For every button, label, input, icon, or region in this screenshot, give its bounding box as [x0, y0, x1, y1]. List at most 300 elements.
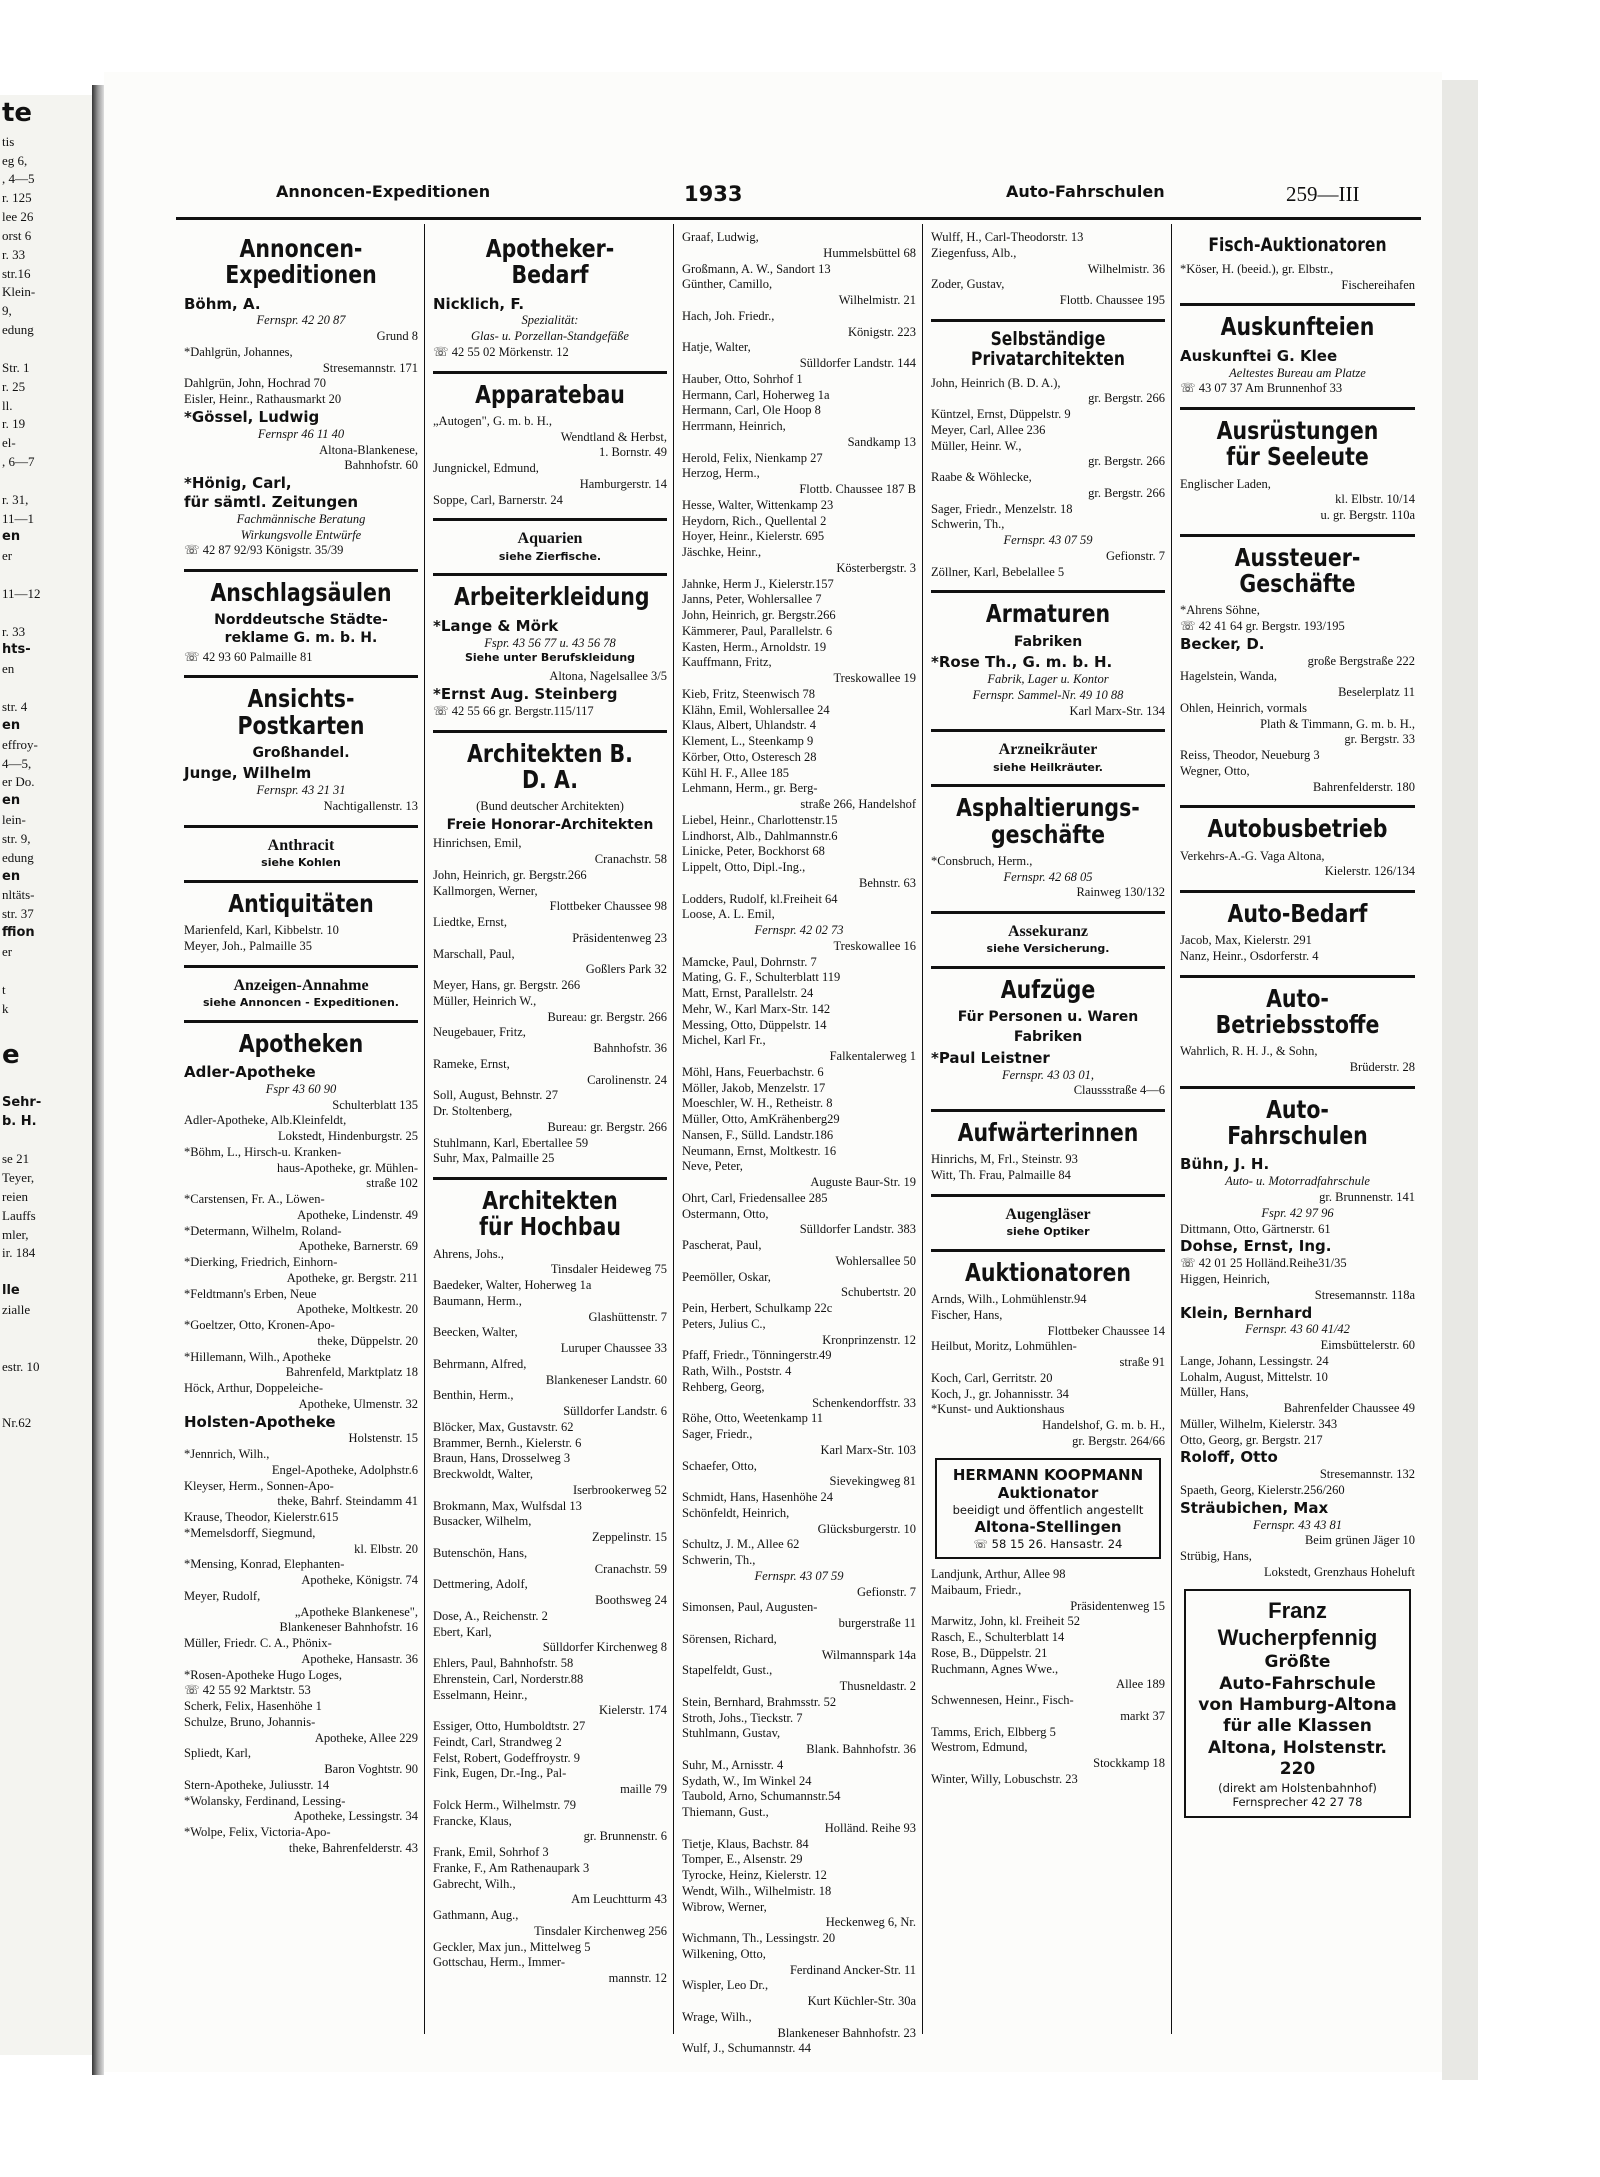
listing-note: Fspr 43 60 90	[265, 1081, 337, 1096]
listing-entry: Strübig, Hans,	[1180, 1549, 1252, 1564]
left-page-fragment: r. 25	[2, 378, 26, 394]
listing-address: mannstr. 12	[608, 1971, 667, 1986]
listing-entry: Peters, Julius C.,	[682, 1316, 766, 1331]
left-page-fragment	[0, 1131, 92, 1150]
listing-address: Bahrenfelderstr. 180	[1312, 779, 1415, 794]
left-page-fragment	[0, 1018, 92, 1037]
listing-address: Bureau: gr. Bergstr. 266	[547, 1119, 667, 1134]
listing-address: Carolinenstr. 24	[587, 1072, 667, 1087]
listing-entry: Messing, Otto, Düppelstr. 14	[682, 1017, 827, 1032]
listing-address: Gefionstr. 7	[1105, 548, 1165, 563]
left-page-fragment: zialle	[2, 1302, 31, 1317]
listing-address: Falkentalerweg 1	[829, 1049, 916, 1063]
category-heading: Asphaltierungs- geschäfte	[956, 793, 1140, 849]
category-heading: Arbeiterkleidung	[454, 582, 650, 612]
listing-name-bold: Nicklich, F.	[433, 294, 525, 313]
listing-entry: *Carstensen, Fr. A., Löwen-	[184, 1192, 325, 1206]
section-divider	[1180, 975, 1415, 978]
listing-address: Handelshof, G. m. b. H.,	[1042, 1418, 1165, 1433]
cross-reference-note: siehe Optiker	[1006, 1224, 1090, 1238]
left-page-fragment: t	[2, 981, 6, 997]
listing-address: Sülldorfer Landstr. 144	[799, 356, 916, 370]
listing-entry: Körber, Otto, Osteresch 28	[682, 749, 817, 764]
listing-entry: ☏ 42 93 60 Palmaille 81	[184, 649, 313, 664]
category-subheading: Norddeutsche Städte- reklame G. m. b. H.	[214, 612, 388, 646]
section-divider	[184, 880, 418, 883]
left-page-fragment: r. 19	[2, 416, 26, 432]
listing-entry: Müller, Wilhelm, Kielerstr. 343	[1180, 1416, 1338, 1431]
listing-entry: Nansen, F., Sülld. Landstr.186	[682, 1127, 834, 1142]
listing-entry: Landjunk, Arthur, Allee 98	[931, 1567, 1066, 1582]
listing-entry: Feindt, Carl, Strandweg 2	[433, 1734, 562, 1749]
listing-entry: Stuhlmann, Gustav,	[682, 1726, 781, 1741]
section-divider	[433, 371, 667, 374]
listing-address: Nachtigallenstr. 13	[323, 799, 418, 814]
listing-address: Brüderstr. 28	[1349, 1060, 1415, 1075]
left-page-fragment: se 21	[2, 1151, 30, 1167]
listing-address: Stresemannstr. 132	[1319, 1467, 1415, 1482]
section-divider	[931, 784, 1165, 787]
cross-reference-heading: Assekuranz	[1007, 923, 1088, 941]
listing-address: Rainweg 130/132	[1076, 885, 1165, 900]
listing-entry: Kämmerer, Paul, Parallelstr. 6	[682, 623, 833, 638]
left-page-fragment: Teyer,	[2, 1170, 35, 1186]
listing-entry: Stroth, Johs., Tieckstr. 7	[682, 1710, 803, 1725]
listing-entry: Meyer, Hans, gr. Bergstr. 266	[433, 978, 581, 993]
left-page-fragment: str.16	[2, 265, 31, 281]
left-page-fragment: r. 125	[2, 190, 32, 206]
listing-entry: Spaeth, Georg, Kielerstr.256/260	[1180, 1483, 1345, 1498]
directory-page	[104, 72, 1442, 2072]
listing-entry: Liedtke, Ernst,	[433, 915, 507, 930]
listing-address: Flottbeker Chaussee 98	[549, 899, 667, 914]
listing-entry: Höck, Arthur, Doppeleiche-	[184, 1381, 324, 1395]
listing-entry: Adler-Apotheke, Alb.Kleinfeldt,	[184, 1113, 347, 1128]
listing-entry: Englischer Laden,	[1180, 476, 1271, 491]
listing-entry: *Feldtmann's Erben, Neue	[184, 1286, 317, 1301]
listing-entry: Linicke, Peter, Bockhorst 68	[682, 844, 825, 859]
ad-phone: Fernsprecher 42 27 78	[1232, 1795, 1363, 1810]
listing-address: Apotheke, gr. Bergstr. 211	[286, 1270, 418, 1285]
ad-line: beeidigt und öffentlich angestellt	[952, 1503, 1144, 1518]
section-divider	[1180, 890, 1415, 893]
listing-entry: Lohalm, August, Mittelstr. 10	[1180, 1369, 1328, 1384]
listing-address: Bureau: gr. Bergstr. 266	[547, 1009, 667, 1024]
category-heading: Apotheker-Bedarf	[485, 234, 615, 290]
listing-entry: Behrmann, Alfred,	[433, 1356, 527, 1371]
listing-entry: Essiger, Otto, Humboldtstr. 27	[433, 1719, 586, 1734]
listing-address: gr. Bergstr. 33	[1344, 732, 1415, 747]
left-page-fragment: str. 37	[2, 906, 34, 922]
left-page-fragment: en	[2, 868, 21, 884]
listing-entry: Kasten, Herm., Arnoldstr. 19	[682, 639, 827, 654]
listing-note: Fernspr. Sammel-Nr. 49 10 88	[972, 687, 1124, 702]
listing-address: Holländ. Reihe 93	[824, 1820, 916, 1835]
section-divider	[931, 590, 1165, 593]
advertisement-wucherpfennig	[1184, 1589, 1411, 1818]
listing-entry: Baedeker, Walter, Hoherweg 1a	[433, 1278, 592, 1293]
listing-entry: Möhl, Hans, Feuerbachstr. 6	[682, 1064, 824, 1079]
listing-entry: Kleyser, Herm., Sonnen-Apo-	[184, 1478, 334, 1493]
listing-note: Fernspr. 43 07 59	[1003, 533, 1093, 548]
listing-address: Präsidentenweg 15	[1070, 1598, 1165, 1613]
listing-name-bold: für sämtl. Zeitungen	[184, 492, 359, 511]
listing-address: Eimsbüttelerstr. 60	[1320, 1338, 1415, 1353]
listing-entry: Graaf, Ludwig,	[682, 230, 759, 244]
listing-entry: Schwerin, Th.,	[931, 517, 1005, 532]
listing-address: Lokstedt, Hindenburgstr. 25	[277, 1129, 418, 1143]
listing-address: gr. Bergstr. 266	[1088, 391, 1165, 406]
left-page-fragment: en	[2, 529, 21, 545]
listing-entry: Otto, Georg, gr. Bergstr. 217	[1180, 1432, 1323, 1447]
left-page-fragment	[0, 604, 92, 623]
listing-address: Blankeneser Landstr. 60	[545, 1372, 667, 1387]
listing-entry: Rath, Wilh., Poststr. 4	[682, 1364, 792, 1378]
listing-entry: Müller, Hans,	[1180, 1385, 1249, 1400]
listing-address: Wilmannspark 14a	[821, 1647, 916, 1662]
listing-entry: Peemöller, Oskar,	[682, 1269, 771, 1284]
listing-entry: Hoyer, Heinr., Kielerstr. 695	[682, 529, 825, 544]
left-page-fragment: ll.	[2, 397, 13, 413]
listing-entry: ☏ 42 55 66 gr. Bergstr.115/117	[433, 703, 594, 718]
listing-entry: Kühl H. F., Allee 185	[682, 765, 789, 780]
listing-entry: *Wolpe, Felix, Victoria-Apo-	[184, 1825, 331, 1840]
listing-entry: Sydath, W., Im Winkel 24	[682, 1773, 812, 1788]
listing-entry: Neugebauer, Fritz,	[433, 1025, 526, 1040]
listing-address: Apotheke, Hansastr. 36	[301, 1651, 418, 1666]
listing-entry: Herzog, Herm.,	[682, 466, 760, 481]
category-heading: Antiquitäten	[228, 888, 374, 918]
category-subheading: Freie Honorar-Architekten	[446, 816, 654, 833]
listing-address: Bahrenfelder Chaussee 49	[1283, 1401, 1415, 1416]
listing-address: Allee 189	[1116, 1677, 1165, 1692]
listing-entry: Tamms, Erich, Elbberg 5	[931, 1724, 1056, 1739]
left-page-fragment: r. 33	[2, 623, 26, 639]
left-page-fragment: ir. 184	[2, 1245, 36, 1261]
listing-address: Altona-Blankenese,	[319, 442, 418, 457]
listing-name-bold: Junge, Wilhelm	[184, 764, 312, 783]
listing-entry: Hinrichs, M, Frl., Steinstr. 93	[931, 1152, 1078, 1167]
category-subheading: Fabriken	[1013, 633, 1083, 650]
listing-address: Boothsweg 24	[595, 1593, 667, 1608]
listing-address: Sievekingweg 81	[829, 1474, 916, 1489]
section-divider	[1180, 534, 1415, 537]
section-divider	[931, 911, 1165, 914]
listing-entry: Francke, Klaus,	[433, 1813, 512, 1828]
listing-entry: *Ahrens Söhne,	[1180, 603, 1260, 618]
cross-reference-heading: Anzeigen-Annahme	[233, 976, 369, 994]
listing-entry: *Kunst- und Auktionshaus	[931, 1402, 1065, 1417]
listing-note: Glas- u. Porzellan-Standgefäße	[471, 329, 629, 344]
listing-address: Behnstr. 63	[859, 875, 916, 890]
listing-entry: Rameke, Ernst,	[433, 1056, 510, 1071]
listing-entry: ☏ 42 87 92/93 Königstr. 35/39	[184, 543, 344, 558]
listing-address: Blank. Bahnhofstr. 36	[806, 1742, 916, 1756]
listing-name-bold: *Hönig, Carl,	[184, 474, 292, 493]
listing-entry: Marschall, Paul,	[433, 946, 515, 961]
listing-entry: Lindhorst, Alb., Dahlmannstr.6	[682, 828, 838, 843]
cross-reference-heading: Anthracit	[267, 836, 335, 854]
listing-note: Fspr. 42 97 96	[1261, 1205, 1334, 1220]
listing-entry: Benthin, Herm.,	[433, 1388, 514, 1403]
listing-address: Luruper Chaussee 33	[560, 1341, 667, 1356]
cross-reference-heading: Aquarien	[517, 530, 583, 548]
listing-entry: Wulf, J., Schumannstr. 44	[682, 2041, 812, 2056]
listing-address: Karl Marx-Str. 103	[820, 1442, 916, 1457]
listing-entry: *Rosen-Apotheke Hugo Loges,	[184, 1667, 342, 1682]
listing-note: Auto- u. Motorradfahrschule	[1225, 1174, 1370, 1189]
listing-note: Fernspr. 42 02 73	[754, 923, 844, 937]
left-page-fragment	[0, 472, 92, 491]
listing-entry: Ostermann, Otto,	[682, 1206, 769, 1221]
listing-entry: Jungnickel, Edmund,	[433, 461, 539, 476]
listing-name-bold: *Lange & Mörk	[433, 616, 559, 635]
listing-entry: Hach, Joh. Friedr.,	[682, 308, 775, 323]
listing-address: theke, Bahrf. Steindamm 41	[277, 1494, 418, 1509]
cross-reference-heading: Arzneikräuter	[998, 741, 1098, 759]
listing-entry: Brammer, Bernh., Kielerstr. 6	[433, 1435, 582, 1450]
listing-entry: Ohrt, Carl, Friedensallee 285	[682, 1190, 828, 1205]
left-page-fragment: reien	[2, 1188, 28, 1204]
ad-line: Größte	[1264, 1652, 1331, 1673]
listing-note: Fernspr. 43 21 31	[256, 783, 346, 798]
listing-entry: Lippelt, Otto, Dipl.-Ing.,	[682, 860, 806, 874]
listing-entry: Fink, Eugen, Dr.-Ing., Pal-	[433, 1766, 567, 1781]
section-divider	[931, 729, 1165, 732]
section-divider	[433, 730, 667, 733]
listing-entry: Meyer, Carl, Allee 236	[931, 422, 1046, 437]
section-divider	[931, 966, 1165, 969]
listing-entry: Hatje, Walter,	[682, 340, 751, 355]
listing-entry: Meyer, Joh., Palmaille 35	[184, 938, 312, 953]
category-subheading: Großhandel.	[252, 744, 350, 761]
category-heading: Auskunfteien	[1220, 312, 1375, 342]
listing-address: Sandkamp 13	[847, 434, 916, 449]
listing-address: gr. Bergstr. 266	[1088, 485, 1165, 500]
left-page-fragment	[0, 1075, 92, 1094]
listing-address: Auguste Baur-Str. 19	[810, 1175, 916, 1189]
listing-name-bold: *Gössel, Ludwig	[184, 407, 320, 426]
listing-entry: Müller, Heinr. W.,	[931, 438, 1022, 453]
listing-address: Wilhelmistr. 21	[838, 293, 916, 307]
listing-address: gr. Bergstr. 264/66	[1072, 1433, 1165, 1448]
listing-entry: Heydorn, Rich., Quellental 2	[682, 513, 827, 528]
listing-address: Kielerstr. 174	[598, 1703, 667, 1718]
listing-note: Fachmännische Beratung	[236, 511, 366, 526]
category-heading: Selbständige Privatarchitekten	[971, 327, 1125, 370]
listing-address: u. gr. Bergstr. 110a	[1320, 508, 1415, 523]
listing-entry: Stein, Bernhard, Brahmsstr. 52	[682, 1694, 837, 1709]
left-page-fragment: te	[2, 98, 33, 128]
listing-address: Karl Marx-Str. 134	[1069, 703, 1165, 718]
section-divider	[184, 1020, 418, 1023]
listing-address: Zeppelinstr. 15	[592, 1530, 667, 1545]
listing-address: Engel-Apotheke, Adolphstr.6	[271, 1462, 418, 1477]
listing-entry: Ebert, Karl,	[433, 1624, 492, 1639]
listing-entry: Pfaff, Friedr., Tönningerstr.49	[682, 1348, 832, 1363]
listing-entry: Butenschön, Hans,	[433, 1545, 528, 1560]
listing-name-bold: Holsten-Apotheke	[184, 1412, 336, 1431]
category-heading: Auto-Fahrschulen	[1227, 1094, 1368, 1151]
listing-address: Apotheke, Lessingstr. 34	[293, 1809, 418, 1824]
listing-entry: Winter, Willy, Lobuschstr. 23	[931, 1771, 1078, 1786]
left-page-fragment: en	[2, 793, 21, 809]
listing-entry: Hermann, Carl, Ole Hoop 8	[682, 403, 821, 418]
listing-entry: Soppe, Carl, Barnerstr. 24	[433, 492, 563, 507]
listing-entry: ☏ 43 07 37 Am Brunnenhof 33	[1180, 381, 1343, 396]
left-page-fragment	[0, 566, 92, 585]
listing-address: theke, Bahrenfelderstr. 43	[288, 1840, 418, 1855]
listing-entry: *Dierking, Friedrich, Einhorn-	[184, 1255, 338, 1269]
section-divider	[184, 825, 418, 828]
listing-entry: Schwerin, Th.,	[682, 1553, 756, 1567]
listing-address: Stresemannstr. 118a	[1314, 1287, 1415, 1302]
listing-entry: Lodders, Rudolf, kl.Freiheit 64	[682, 891, 838, 906]
listing-name-bold: Sträubichen, Max	[1180, 1498, 1329, 1517]
listing-entry: Kallmorgen, Werner,	[433, 883, 538, 898]
listing-address: Baron Voghtstr. 90	[324, 1762, 418, 1777]
listing-address: Fischereihafen	[1341, 277, 1415, 292]
listing-entry: Tyrocke, Heinz, Kielerstr. 12	[682, 1868, 827, 1882]
header-year: 1933	[684, 182, 743, 206]
category-heading: Auktionatoren	[965, 1257, 1131, 1287]
listing-entry: Hauber, Otto, Sohrhof 1	[682, 371, 803, 386]
listing-address: gr. Brunnenstr. 141	[1319, 1190, 1415, 1205]
listing-address: Präsidentenweg 23	[572, 930, 667, 945]
ad-line: von Hamburg-Altona	[1198, 1694, 1397, 1715]
listing-note: Fernspr. 42 68 05	[1003, 869, 1093, 884]
section-divider	[184, 569, 418, 572]
listing-note: Fabrik, Lager u. Kontor	[987, 672, 1109, 687]
listing-address: straße 91	[1119, 1355, 1165, 1370]
listing-entry: Dose, A., Reichenstr. 2	[433, 1608, 548, 1623]
column-5	[1172, 224, 1421, 2034]
listing-entry: Tietje, Klaus, Bachstr. 84	[682, 1836, 809, 1851]
category-heading: Aufwärterinnen	[957, 1118, 1139, 1148]
listing-entry: *Köser, H. (beeid.), gr. Elbstr.,	[1180, 261, 1334, 276]
category-heading: Annoncen- Expeditionen	[225, 234, 377, 290]
listing-address: Am Leuchtturm 43	[571, 1892, 667, 1907]
category-heading: Ausrüstungen für Seeleute	[1216, 416, 1379, 472]
category-heading: Auto- Betriebsstoffe	[1215, 983, 1380, 1040]
listing-address: gr. Bergstr. 266	[1088, 454, 1165, 469]
listing-address: Lokstedt, Grenzhaus Hoheluft	[1263, 1564, 1415, 1579]
listing-entry: Wulff, H., Carl-Theodorstr. 13	[931, 230, 1084, 244]
listing-entry: Jahnke, Herm J., Kielerstr.157	[682, 576, 834, 591]
listing-entry: Zöllner, Karl, Bebelallee 5	[931, 564, 1065, 579]
category-heading: Anschlagsäulen	[210, 578, 392, 608]
listing-entry: Müller, Otto, AmKrähenberg29	[682, 1112, 840, 1126]
left-page-fragment: 11—12	[2, 585, 41, 601]
left-page-fragment: , 6—7	[2, 454, 35, 470]
listing-entry: Stuhlmann, Karl, Ebertallee 59	[433, 1135, 589, 1150]
listing-address: Flottb. Chaussee 187 B	[799, 482, 916, 496]
listing-address: Schubertstr. 20	[841, 1285, 916, 1300]
left-page-fragment: k	[2, 1000, 9, 1016]
listing-entry: Möller, Jakob, Menzelstr. 17	[682, 1080, 826, 1095]
listing-entry: Dettmering, Adolf,	[433, 1577, 528, 1592]
listing-address: Apotheke, Ulmenstr. 32	[298, 1396, 418, 1411]
left-page-fragment: ffion	[2, 925, 35, 941]
column-1	[176, 224, 425, 2034]
left-page-fragment: en	[2, 717, 21, 733]
listing-address: Treskowallee 19	[833, 671, 916, 685]
listing-entry: Sager, Friedr., Menzelstr. 18	[931, 501, 1073, 516]
listing-entry: Neumann, Ernst, Moltkestr. 16	[682, 1143, 837, 1158]
listing-address: Flottbeker Chaussee 14	[1047, 1323, 1165, 1338]
listing-entry: Matt, Ernst, Parallelstr. 24	[682, 986, 814, 1000]
listing-address: maille 79	[620, 1782, 667, 1797]
left-page-fragment: nltäts-	[2, 887, 35, 903]
listing-name-bold: Klein, Bernhard	[1180, 1303, 1313, 1322]
listing-address: theke, Düppelstr. 20	[317, 1333, 418, 1348]
left-page-fragment: effroy-	[2, 736, 38, 752]
left-page-fragment: estr. 10	[2, 1358, 40, 1374]
listing-entry: Sager, Friedr.,	[682, 1427, 753, 1441]
section-divider	[931, 319, 1165, 322]
category-heading: Architekten B. D. A.	[467, 738, 633, 794]
listing-entry: Soll, August, Behnstr. 27	[433, 1088, 559, 1103]
page-header	[176, 182, 1421, 214]
listing-entry: Westrom, Edmund,	[931, 1740, 1028, 1755]
section-divider	[433, 518, 667, 521]
listing-entry: Mamcke, Paul, Dohrnstr. 7	[682, 954, 817, 969]
listing-entry: Marienfeld, Karl, Kibbelstr. 10	[184, 923, 339, 938]
listing-entry: *Determann, Wilhelm, Roland-	[184, 1223, 342, 1238]
header-rule	[176, 217, 1421, 220]
listing-entry: Baumann, Herm.,	[433, 1293, 522, 1308]
listing-note: Wirkungsvolle Entwürfe	[240, 527, 362, 542]
left-page-fragment: str. 4	[2, 699, 28, 714]
left-page-fragment: tis	[2, 133, 15, 149]
listing-entry: Mating, G. F., Schulterblatt 119	[682, 970, 841, 985]
listing-entry: Wegner, Otto,	[1180, 763, 1250, 778]
listing-entry: Klement, L., Steenkamp 9	[682, 734, 814, 748]
listing-address: Flottb. Chaussee 195	[1059, 293, 1165, 307]
listing-entry: John, Heinrich, gr. Bergstr.266	[433, 867, 587, 882]
cross-reference-note: siehe Kohlen	[261, 855, 341, 869]
listing-address: Kurt Küchler-Str. 30a	[807, 1994, 916, 2008]
listing-address: Apotheke, Lindenstr. 49	[297, 1207, 418, 1222]
listing-entry: Suhr, Max, Palmaille 25	[433, 1151, 555, 1166]
listing-entry: Gabrecht, Wilh.,	[433, 1876, 516, 1891]
listing-entry: Thiemann, Gust.,	[682, 1805, 769, 1819]
listing-name-bold: Auskunftei G. Klee	[1180, 346, 1338, 365]
listing-entry: *Böhm, L., Hirsch-u. Kranken-	[184, 1144, 342, 1159]
category-subheading: Fabriken	[1013, 1029, 1083, 1046]
listing-entry: Simonsen, Paul, Augusten-	[682, 1600, 818, 1615]
listing-address: straße 266, Handelshof	[800, 797, 916, 811]
listing-name-bold: Adler-Apotheke	[184, 1062, 316, 1081]
listing-entry: Koch, Carl, Gerritstr. 20	[931, 1370, 1053, 1385]
listing-entry: Hinrichsen, Emil,	[433, 836, 522, 851]
listing-address: Tinsdaler Kirchenweg 256	[534, 1923, 667, 1938]
listing-entry: Busacker, Wilhelm,	[433, 1514, 532, 1529]
listing-entry: Nanz, Heinr., Osdorferstr. 4	[1180, 949, 1319, 964]
left-page-fragment	[0, 340, 92, 359]
listing-entry: Geckler, Max jun., Mittelweg 5	[433, 1939, 591, 1954]
listing-address: Bahrenfeld, Marktplatz 18	[285, 1365, 418, 1380]
listing-entry: Hesse, Walter, Wittenkamp 23	[682, 497, 834, 512]
left-page-fragment: en	[2, 661, 15, 677]
listing-address: Sülldorfer Landstr. 383	[799, 1222, 916, 1237]
listing-entry: Raabe & Wöhlecke,	[931, 470, 1032, 485]
listing-entry: Suhr, M., Arnisstr. 4	[682, 1757, 784, 1772]
listing-address: Cranachstr. 58	[594, 852, 667, 867]
listing-entry: Gathmann, Aug.,	[433, 1908, 519, 1923]
listing-note: Fernspr. 43 43 81	[1253, 1517, 1342, 1532]
left-page-fragment: mler,	[2, 1226, 29, 1242]
